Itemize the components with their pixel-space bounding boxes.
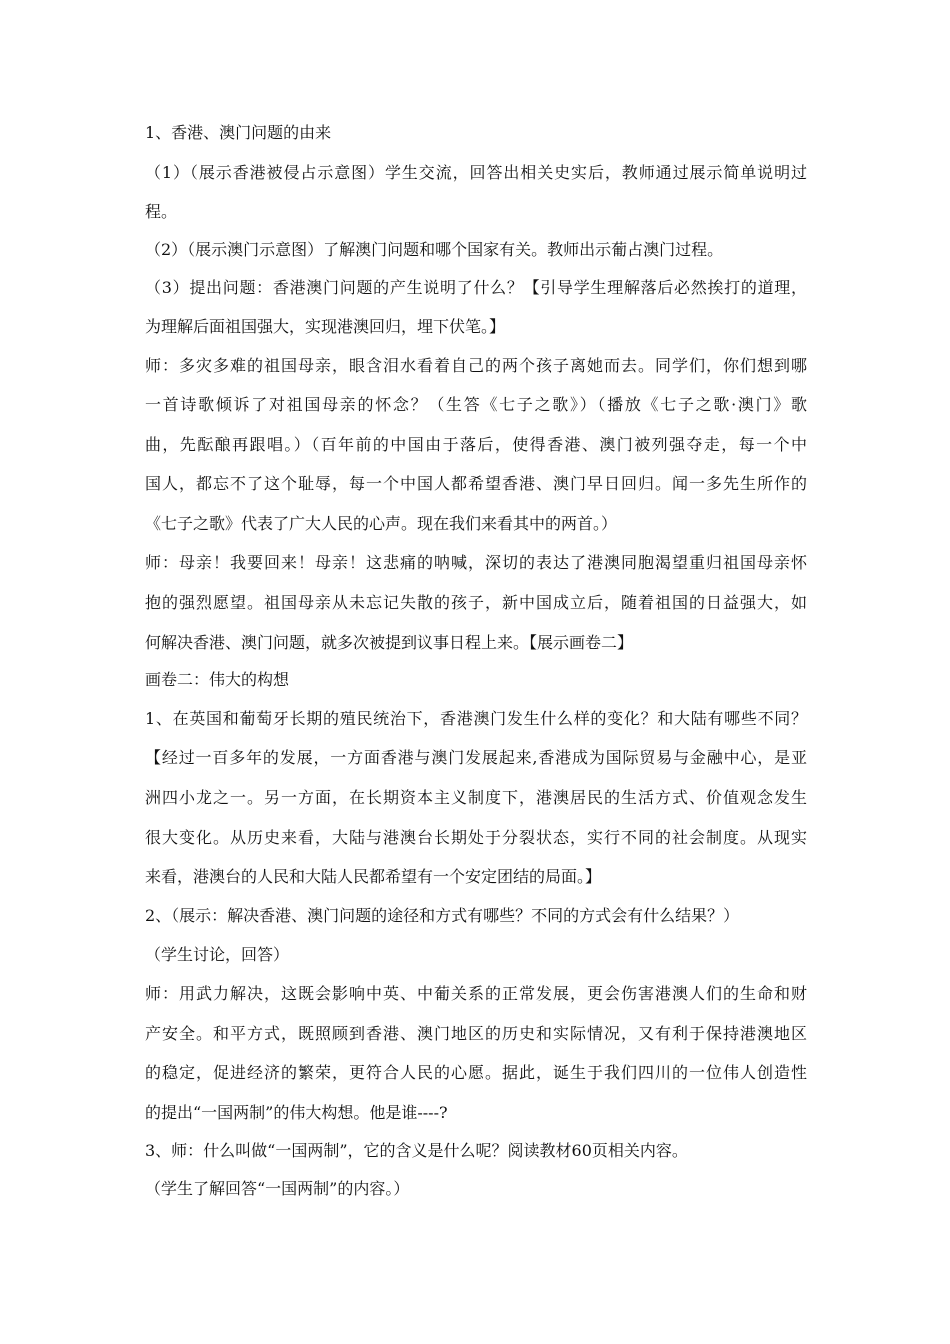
paragraph-line: （学生了解回答“一国两制”的内容。） xyxy=(145,1179,410,1198)
paragraph-line: （3）提出问题：香港澳门问题的产生说明了什么？【引导学生理解落后必然挨打的道理， xyxy=(145,278,807,297)
paragraph-line: （1）（展示香港被侵占示意图）学生交流，回答出相关史实后，教师通过展示简单说明过 xyxy=(145,163,807,182)
paragraph-line: （学生讨论，回答） xyxy=(145,945,290,964)
section-heading: 1、香港、澳门问题的由来 xyxy=(145,123,332,142)
paragraph-line: 的提出“一国两制”的伟大构想。他是谁----? xyxy=(145,1103,448,1122)
paragraph-line: 《七子之歌》代表了广大人民的心声。现在我们来看其中的两首。） xyxy=(145,514,618,533)
paragraph-line: 一首诗歌倾诉了对祖国母亲的怀念？（生答《七子之歌》）（播放《七子之歌·澳门》歌 xyxy=(145,395,807,414)
paragraph-line: 3、师：什么叫做“一国两制”，它的含义是什么呢？阅读教材60页相关内容。 xyxy=(145,1141,688,1160)
paragraph-line: 抱的强烈愿望。祖国母亲从未忘记失散的孩子，新中国成立后，随着祖国的日益强大，如 xyxy=(145,593,807,612)
paragraph-line: 程。 xyxy=(145,202,178,221)
paragraph-line: 产安全。和平方式，既照顾到香港、澳门地区的历史和实际情况，又有利于保持港澳地区 xyxy=(145,1024,807,1043)
paragraph-line: 师：用武力解决，这既会影响中英、中葡关系的正常发展，更会伤害港澳人们的生命和财 xyxy=(145,984,807,1003)
paragraph-line: 1、在英国和葡萄牙长期的殖民统治下，香港澳门发生什么样的变化？和大陆有哪些不同？ xyxy=(145,709,807,728)
paragraph-line: 洲四小龙之一。另一方面，在长期资本主义制度下，港澳居民的生活方式、价值观念发生 xyxy=(145,788,807,807)
paragraph-line: 来看，港澳台的人民和大陆人民都希望有一个安定团结的局面。】 xyxy=(145,867,602,886)
paragraph-line: 【经过一百多年的发展，一方面香港与澳门发展起来,香港成为国际贸易与金融中心，是亚 xyxy=(145,748,807,767)
paragraph-line: 师：母亲！我要回来！母亲！这悲痛的呐喊，深切的表达了港澳同胞渴望重归祖国母亲怀 xyxy=(145,553,807,572)
paragraph-line: 的稳定，促进经济的繁荣，更符合人民的心愿。据此，诞生于我们四川的一位伟人创造性 xyxy=(145,1063,807,1082)
section-heading: 画卷二：伟大的构想 xyxy=(145,670,290,689)
paragraph-line: 国人，都忘不了这个耻辱，每一个中国人都希望香港、澳门早日回归。闻一多先生所作的 xyxy=(145,474,807,493)
paragraph-line: 2、（展示：解决香港、澳门问题的途径和方式有哪些？不同的方式会有什么结果？） xyxy=(145,906,740,925)
paragraph-line: （2）（展示澳门示意图）了解澳门问题和哪个国家有关。教师出示葡占澳门过程。 xyxy=(145,240,724,259)
paragraph-line: 很大变化。从历史来看，大陆与港澳台长期处于分裂状态，实行不同的社会制度。从现实 xyxy=(145,828,807,847)
paragraph-line: 师：多灾多难的祖国母亲，眼含泪水看着自己的两个孩子离她而去。同学们，你们想到哪 xyxy=(145,356,807,375)
paragraph-line: 曲，先酝酿再跟唱。）（百年前的中国由于落后，使得香港、澳门被列强夺走，每一个中 xyxy=(145,435,807,454)
paragraph-line: 何解决香港、澳门问题，就多次被提到议事日程上来。【展示画卷二】 xyxy=(145,633,634,652)
paragraph-line: 为理解后面祖国强大，实现港澳回归，埋下伏笔。】 xyxy=(145,317,506,336)
